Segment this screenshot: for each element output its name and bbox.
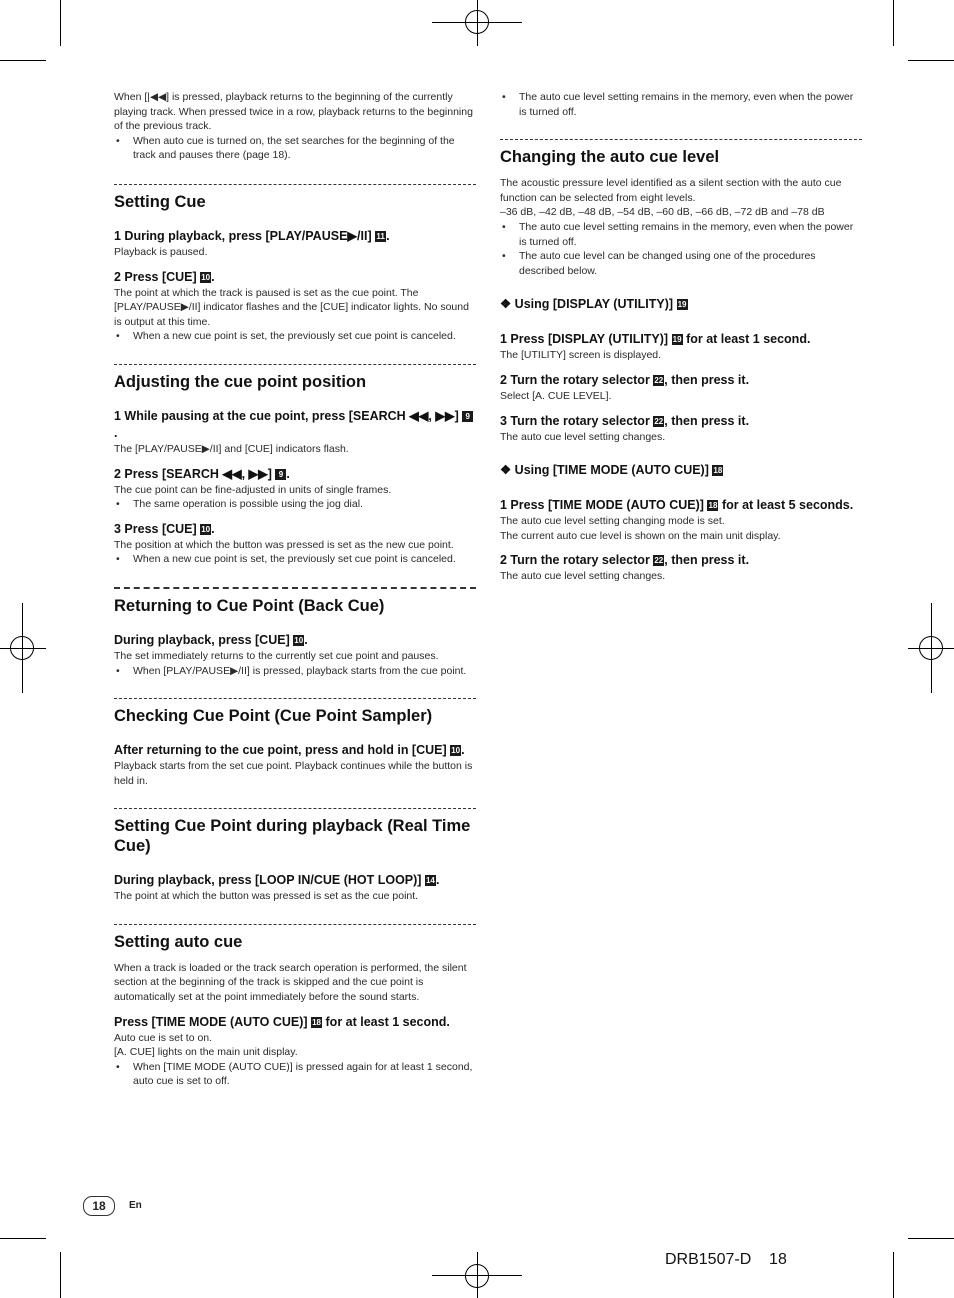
step-text: The [PLAY/PAUSE▶/II] and [CUE] indicators flash. — [114, 442, 349, 455]
button-number-badge: 18 — [312, 1017, 321, 1027]
crop-mark — [60, 1252, 61, 1298]
button-number-badge: 18 — [708, 501, 718, 511]
button-number-badge: 22 — [654, 556, 664, 566]
section-divider — [500, 139, 862, 140]
left-column — [114, 90, 476, 1089]
top-bullet: • The auto cue level setting remains in the memory, even when the power is turned off. — [500, 90, 862, 119]
step-text: The auto cue level setting changes. — [500, 570, 666, 583]
step-heading: 2 Turn the rotary selector 22, then press it. — [500, 372, 750, 387]
button-number-badge: 10 — [451, 746, 461, 756]
procedure-text: Auto cue is set to on. — [114, 1031, 213, 1044]
button-number-badge: 10 — [294, 635, 304, 645]
method-heading-display: ❖ Using [DISPLAY (UTILITY)] 19 — [500, 297, 687, 312]
procedure-heading: Press [TIME MODE (AUTO CUE)] 18 for at least 1 second. — [114, 1014, 450, 1029]
step-heading: 3 Press [CUE] 10. — [114, 521, 215, 536]
intro-text: When [|◀◀] is pressed, playback returns to the beginning of the currently playing track. When pressed twice in a row, playback returns to the beginning of the previous track. — [114, 91, 473, 133]
print-footer — [665, 1251, 787, 1269]
procedure-text: The point at which the button was pressed is set as the cue point. — [114, 890, 419, 903]
crop-mark — [0, 1238, 46, 1239]
step-heading: 1 Press [DISPLAY (UTILITY)] 19 for at least 1 second. — [500, 332, 811, 347]
registration-mark — [919, 636, 943, 660]
crop-mark — [893, 1252, 894, 1298]
section-text: When a track is loaded or the track search operation is performed, the silent section at the beginning of the track is skipped and the cue point is automatically set at the point immediately before the sound starts. — [114, 961, 467, 1004]
method-heading-time-mode: ❖ Using [TIME MODE (AUTO CUE)] 18 — [500, 463, 723, 478]
section-bullet: • The auto cue level setting remains in the memory, even when the power is turned off. — [500, 220, 862, 249]
document-code: DRB1507-D — [665, 1251, 752, 1268]
section-title-adjusting: Adjusting the cue point position — [114, 372, 367, 391]
section-title-back-cue: Returning to Cue Point (Back Cue) — [114, 596, 385, 615]
step-bullet: • When a new cue point is set, the previously set cue point is canceled. — [114, 552, 476, 567]
step-heading: 2 Press [CUE] 10. — [114, 269, 215, 284]
button-number-badge: 14 — [425, 876, 435, 886]
section-divider — [114, 698, 476, 699]
button-number-badge: 10 — [201, 272, 211, 282]
step-text: The auto cue level setting changes. — [500, 430, 666, 443]
procedure-heading: After returning to the cue point, press and hold in [CUE] 10. — [114, 743, 465, 758]
button-number-badge: 11 — [376, 231, 385, 241]
button-number-badge: 9 — [462, 411, 473, 422]
right-column — [500, 90, 862, 584]
step-heading: 3 Turn the rotary selector 22, then press it. — [500, 413, 750, 428]
procedure-text: [A. CUE] lights on the main unit display. — [114, 1046, 298, 1059]
section-divider — [114, 364, 476, 365]
crop-mark — [893, 0, 894, 46]
step-text: The point at which the track is paused is set as the cue point. The [PLAY/PAUSE▶/II] indicator flashes and the [CUE] indicator lights. No sound is output at this time. — [114, 286, 469, 328]
step-heading: 1 During playback, press [PLAY/PAUSE▶/II] 11. — [114, 228, 390, 243]
crop-mark — [0, 60, 46, 61]
level-list: –36 dB, –42 dB, –48 dB, –54 dB, –60 dB, –66 dB, –72 dB and –78 dB — [500, 206, 825, 219]
section-text: The acoustic pressure level identified as a silent section with the auto cue function can be selected from eight levels. — [500, 177, 842, 204]
language-label: En — [129, 1200, 142, 1211]
button-number-badge: 19 — [677, 300, 687, 310]
crop-mark — [908, 60, 954, 61]
crop-mark — [60, 0, 61, 46]
button-number-badge: 10 — [201, 524, 211, 534]
section-title-real-time-cue: Setting Cue Point during playback (Real Time Cue) — [114, 817, 471, 856]
section-title-changing-level: Changing the auto cue level — [500, 148, 720, 167]
section-divider — [114, 184, 476, 185]
page-number-badge: 18 — [83, 1196, 115, 1216]
step-text: The auto cue level setting changing mode is set. — [500, 515, 725, 528]
footer-page-number: 18 — [769, 1251, 787, 1268]
registration-mark — [465, 1264, 489, 1288]
procedure-heading: During playback, press [LOOP IN/CUE (HOT LOOP)] 14. — [114, 873, 440, 888]
section-bullet: • The auto cue level can be changed using one of the procedures described below. — [500, 249, 862, 278]
intro-bullet: • When auto cue is turned on, the set searches for the beginning of the track and pauses there (page 18). — [114, 134, 476, 163]
button-number-badge: 22 — [654, 375, 664, 385]
button-number-badge: 18 — [713, 466, 723, 476]
step-text: The position at which the button was pressed is set as the new cue point. — [114, 538, 454, 551]
step-bullet: • The same operation is possible using the jog dial. — [114, 497, 476, 512]
step-text: Select [A. CUE LEVEL]. — [500, 389, 612, 402]
procedure-heading: During playback, press [CUE] 10. — [114, 632, 308, 647]
step-text: Playback is paused. — [114, 245, 208, 258]
step-heading: 2 Press [SEARCH ◀◀, ▶▶] 9 . — [114, 466, 290, 481]
step-text: The [UTILITY] screen is displayed. — [500, 349, 662, 362]
step-text: The cue point can be fine-adjusted in units of single frames. — [114, 483, 392, 496]
registration-mark — [10, 636, 34, 660]
registration-mark — [465, 10, 489, 34]
procedure-bullet: • When [TIME MODE (AUTO CUE)] is pressed again for at least 1 second, auto cue is set to off. — [114, 1060, 476, 1089]
step-heading: 2 Turn the rotary selector 22, then press it. — [500, 553, 750, 568]
procedure-text: Playback starts from the set cue point. Playback continues while the button is held in. — [114, 760, 473, 787]
section-title-auto-cue: Setting auto cue — [114, 932, 243, 951]
step-bullet: • When a new cue point is set, the previously set cue point is canceled. — [114, 329, 476, 344]
step-heading: 1 Press [TIME MODE (AUTO CUE)] 18 for at least 5 seconds. — [500, 498, 854, 513]
section-title-setting-cue: Setting Cue — [114, 192, 206, 211]
section-divider — [114, 924, 476, 925]
crop-mark — [908, 1238, 954, 1239]
section-divider — [114, 808, 476, 809]
section-title-sampler: Checking Cue Point (Cue Point Sampler) — [114, 707, 433, 726]
procedure-bullet: • When [PLAY/PAUSE▶/II] is pressed, playback starts from the cue point. — [114, 664, 476, 679]
step-text: The current auto cue level is shown on the main unit display. — [500, 529, 781, 542]
button-number-badge: 19 — [672, 335, 682, 345]
button-number-badge: 9 — [275, 469, 286, 480]
step-heading: 1 While pausing at the cue point, press [SEARCH ◀◀, ▶▶] 9. — [114, 408, 476, 442]
button-number-badge: 22 — [654, 416, 664, 426]
procedure-text: The set immediately returns to the currently set cue point and pauses. — [114, 649, 439, 662]
section-divider — [114, 587, 476, 589]
